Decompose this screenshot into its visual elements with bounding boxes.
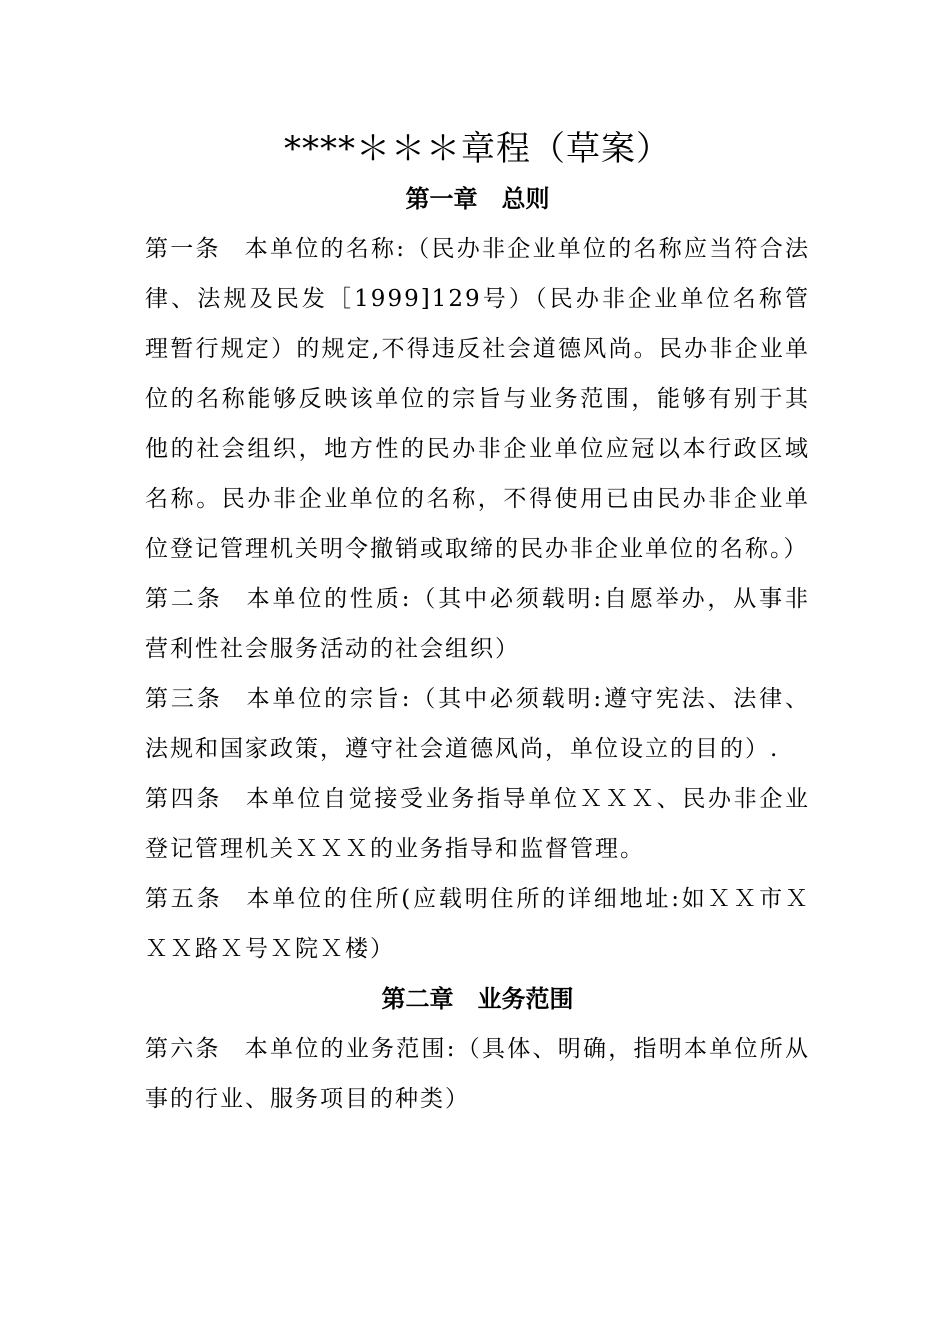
article-text: 本单位的业务范围:（具体、明确，指明本单位所从事的行业、服务项目的种类） — [145, 1036, 810, 1112]
article-label: 第三条 — [145, 686, 223, 712]
chapter-2 — [145, 974, 810, 1124]
document-title: ****＊＊＊章程（草案） — [284, 129, 671, 169]
document-page — [145, 124, 810, 1124]
article-1 — [145, 224, 810, 574]
article-2 — [145, 574, 810, 674]
article-5 — [145, 874, 810, 974]
article-text: 本单位的性质:（其中必须载明:自愿举办，从事非营利性社会服务活动的社会组织） — [145, 586, 811, 662]
chapter-heading: 第一章 总则 — [405, 185, 550, 213]
article-label: 第五条 — [145, 886, 223, 912]
article-4 — [145, 774, 810, 874]
article-6 — [145, 1024, 810, 1124]
chapter-heading: 第二章 业务范围 — [381, 985, 574, 1013]
article-text: 本单位的宗旨:（其中必须载明:遵守宪法、法律、法规和国家政策，遵守社会道德风尚，单位设立的目的）. — [145, 686, 811, 762]
article-3 — [145, 674, 810, 774]
article-text: 本单位的住所(应载明住所的详细地址:如ＸＸ市ＸＸＸ路Ｘ号Ｘ院Ｘ楼） — [145, 886, 810, 962]
chapter-1 — [145, 174, 810, 974]
article-label: 第二条 — [145, 586, 223, 612]
article-text: 本单位的名称:（民办非企业单位的名称应当符合法律、法规及民发［1999]129号）（民办非企业单位名称管理暂行规定）的规定,不得违反社会道德风尚。民办非企业单位的名称能够反映该单位的宗旨与业务范围，能够有别于其他的社会组织，地方性的民办非企业单位应冠以本行政区域名称。民办非企业单位的名称，不得使用已由民办非企业单位登记管理机关明令撤销或取缔的民办非企业单位的名称。） — [145, 236, 810, 562]
article-label: 第一条 — [145, 236, 221, 262]
article-label: 第四条 — [145, 786, 222, 812]
article-text: 本单位自觉接受业务指导单位ＸＸＸ、民办非企业登记管理机关ＸＸＸ的业务指导和监督管理。 — [145, 786, 810, 862]
article-label: 第六条 — [145, 1036, 221, 1062]
